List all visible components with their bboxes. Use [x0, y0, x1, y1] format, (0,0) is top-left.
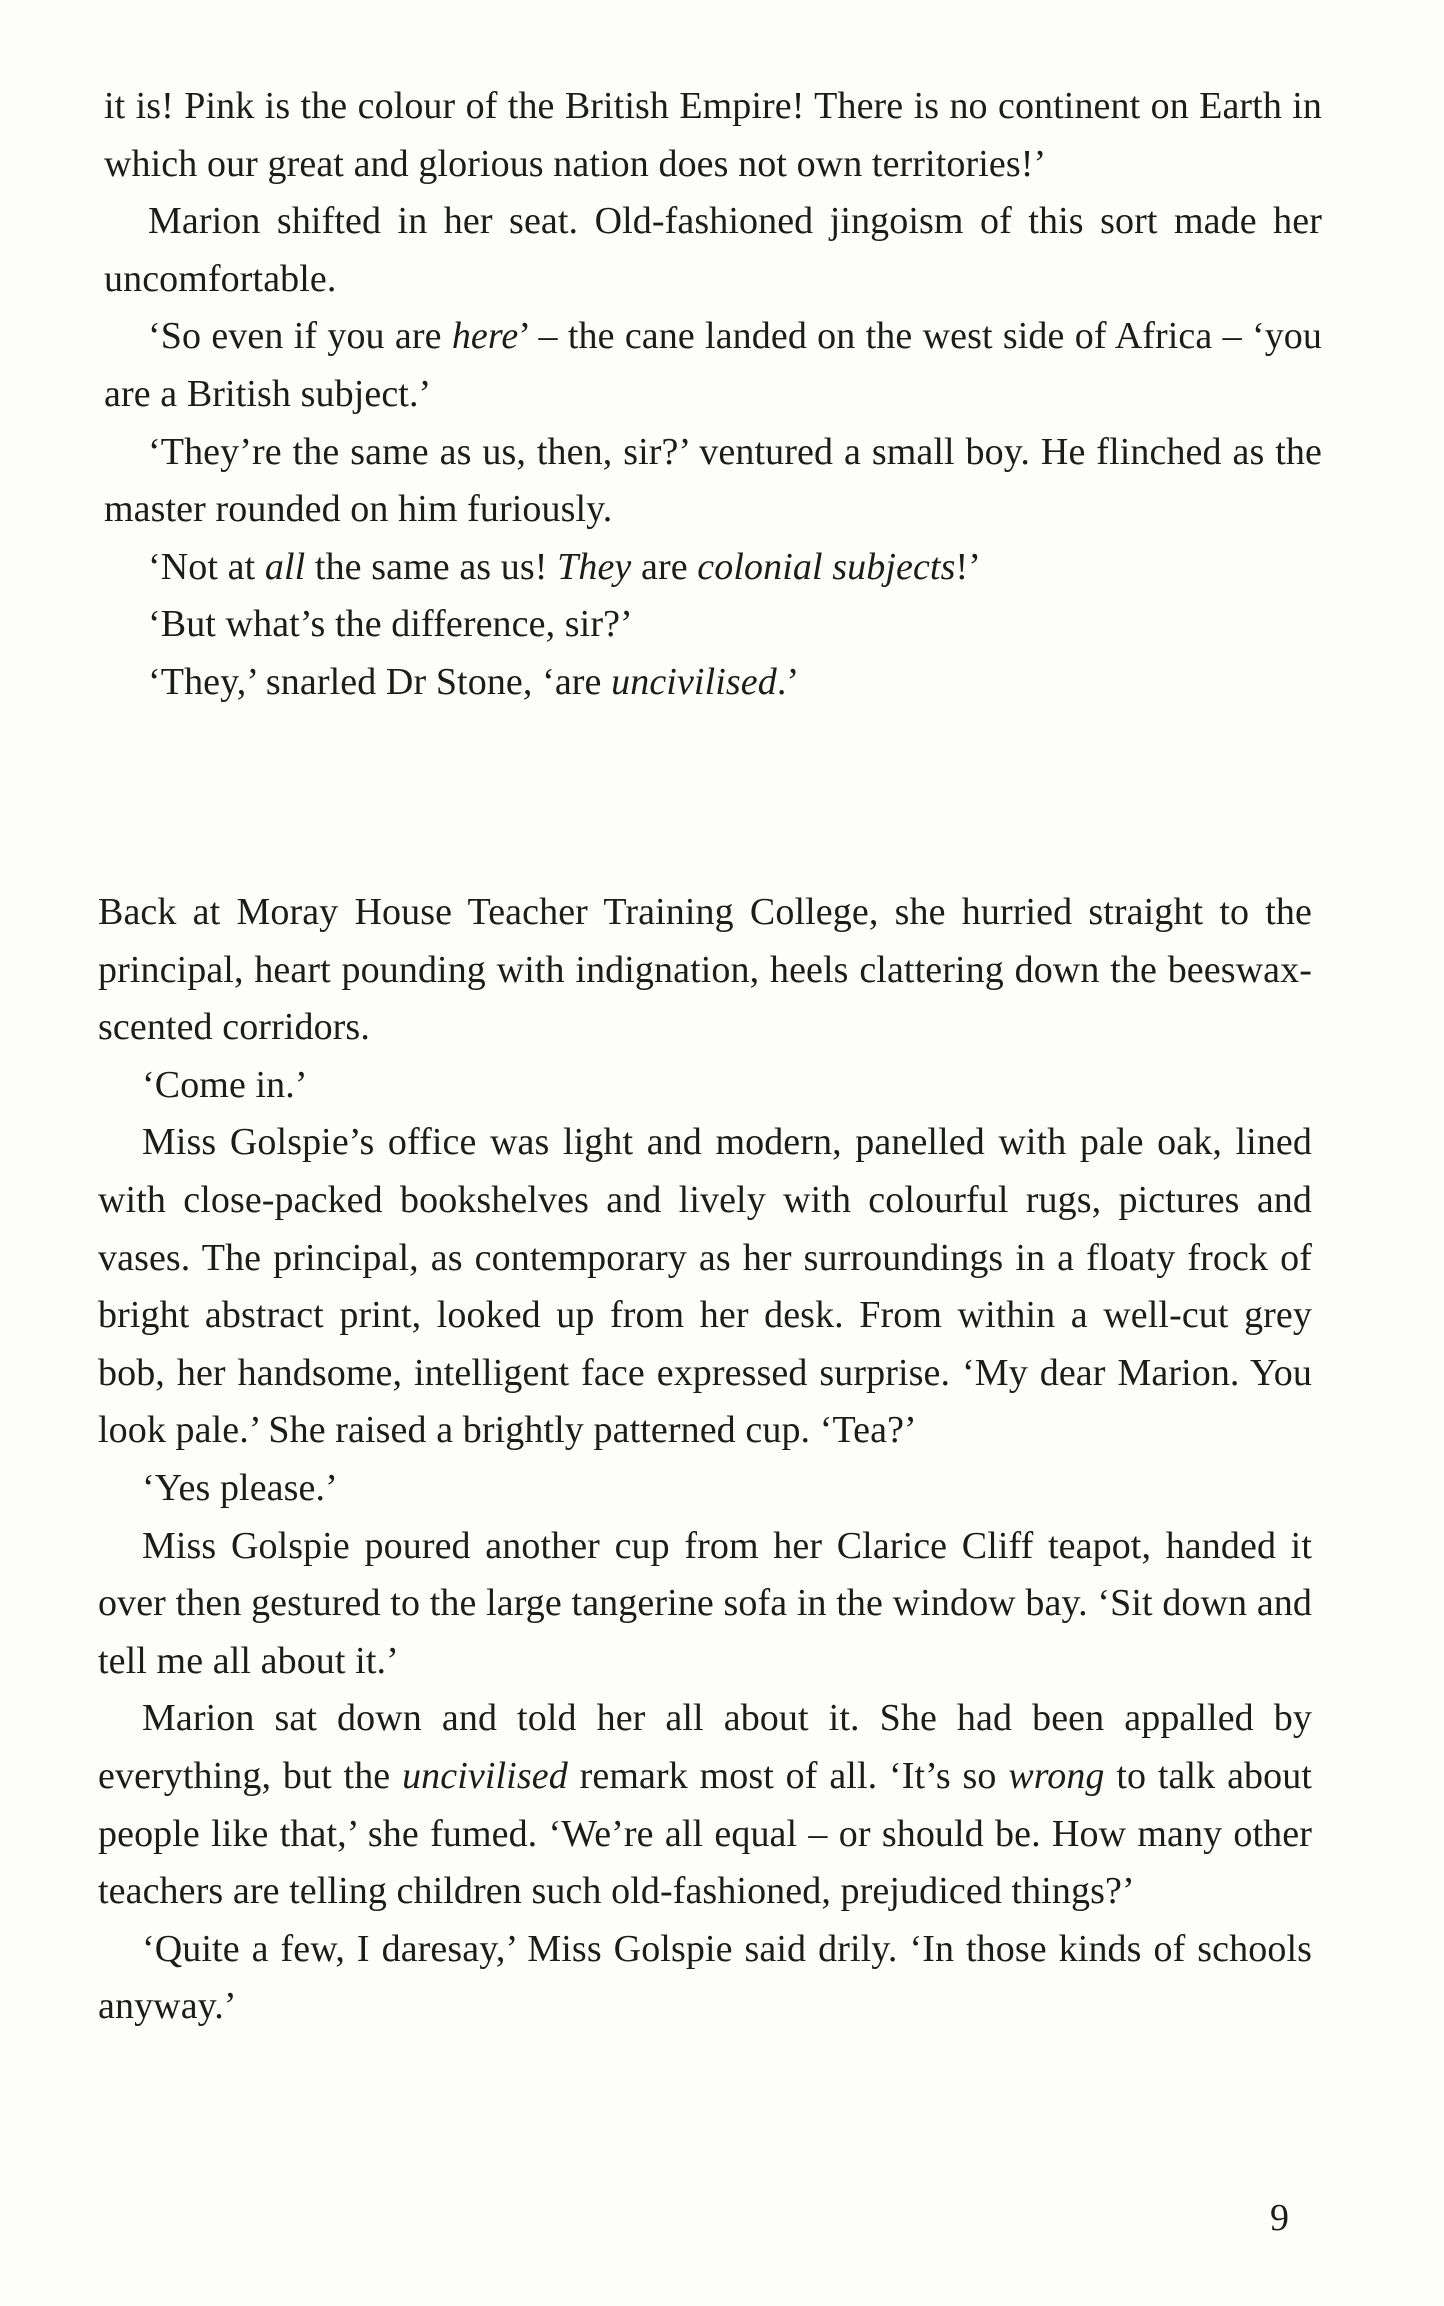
italic-emphasis: here	[451, 315, 519, 358]
paragraph: Miss Golspie poured another cup from her Clarice Cliff teapot, handed it over then gestured to the large tangerine sofa in the window bay. ‘Sit down and tell me all about it.’	[98, 1524, 1312, 1682]
paragraph: Marion sat down and told her all about it. She had been appalled by everything, but the uncivilised remark most of all. ‘It’s so wrong to talk about people like that,’ she fumed. ‘We’re all equal – or should be. How many other teachers are telling children such old-fashioned, prejudiced things?’	[98, 1697, 1312, 1913]
paragraph: ‘Quite a few, I daresay,’ Miss Golspie said drily. ‘In those kinds of schools anyway.’	[98, 1927, 1312, 2028]
text-section-college	[98, 884, 1312, 2036]
paragraph: ‘Not at all the same as us! They are colonial subjects!’	[148, 545, 981, 588]
paragraph: Miss Golspie’s office was light and modern, panelled with pale oak, lined with close-packed bookshelves and lively with colourful rugs, pictures and vases. The principal, as contemporary as her surroundings in a floaty frock of bright abstract print, looked up from her desk. From within a well-cut grey bob, her handsome, intelligent face expressed surprise. ‘My dear Marion. You look pale.’ She raised a brightly patterned cup. ‘Tea?’	[98, 1121, 1312, 1452]
text-section-classroom	[104, 78, 1322, 712]
paragraph: Marion shifted in her seat. Old-fashioned jingoism of this sort made her uncomfortable.	[104, 200, 1322, 300]
italic-emphasis: colonial subjects	[697, 545, 956, 588]
paragraph: ‘So even if you are here’ – the cane landed on the west side of Africa – ‘you are a British subject.’	[104, 315, 1322, 415]
italic-emphasis: uncivilised	[611, 660, 777, 703]
page-number: 9	[1270, 2197, 1289, 2239]
paragraph: it is! Pink is the colour of the British Empire! There is no continent on Earth in which our great and glorious nation does not own territories!’	[104, 85, 1322, 185]
italic-emphasis: They	[557, 545, 632, 588]
italic-emphasis: uncivilised	[402, 1754, 568, 1797]
paragraph: ‘But what’s the difference, sir?’	[148, 603, 633, 646]
paragraph: ‘Yes please.’	[142, 1466, 338, 1509]
paragraph: ‘They,’ snarled Dr Stone, ‘are uncivilised.’	[148, 660, 800, 703]
italic-emphasis: wrong	[1008, 1754, 1105, 1797]
paragraph: Back at Moray House Teacher Training College, she hurried straight to the principal, heart pounding with indignation, heels clattering down the beeswax-scented corridors.	[98, 891, 1312, 1049]
paragraph: ‘They’re the same as us, then, sir?’ ventured a small boy. He flinched as the master rounded on him furiously.	[104, 430, 1322, 531]
paragraph: ‘Come in.’	[142, 1063, 308, 1106]
italic-emphasis: all	[264, 545, 306, 588]
